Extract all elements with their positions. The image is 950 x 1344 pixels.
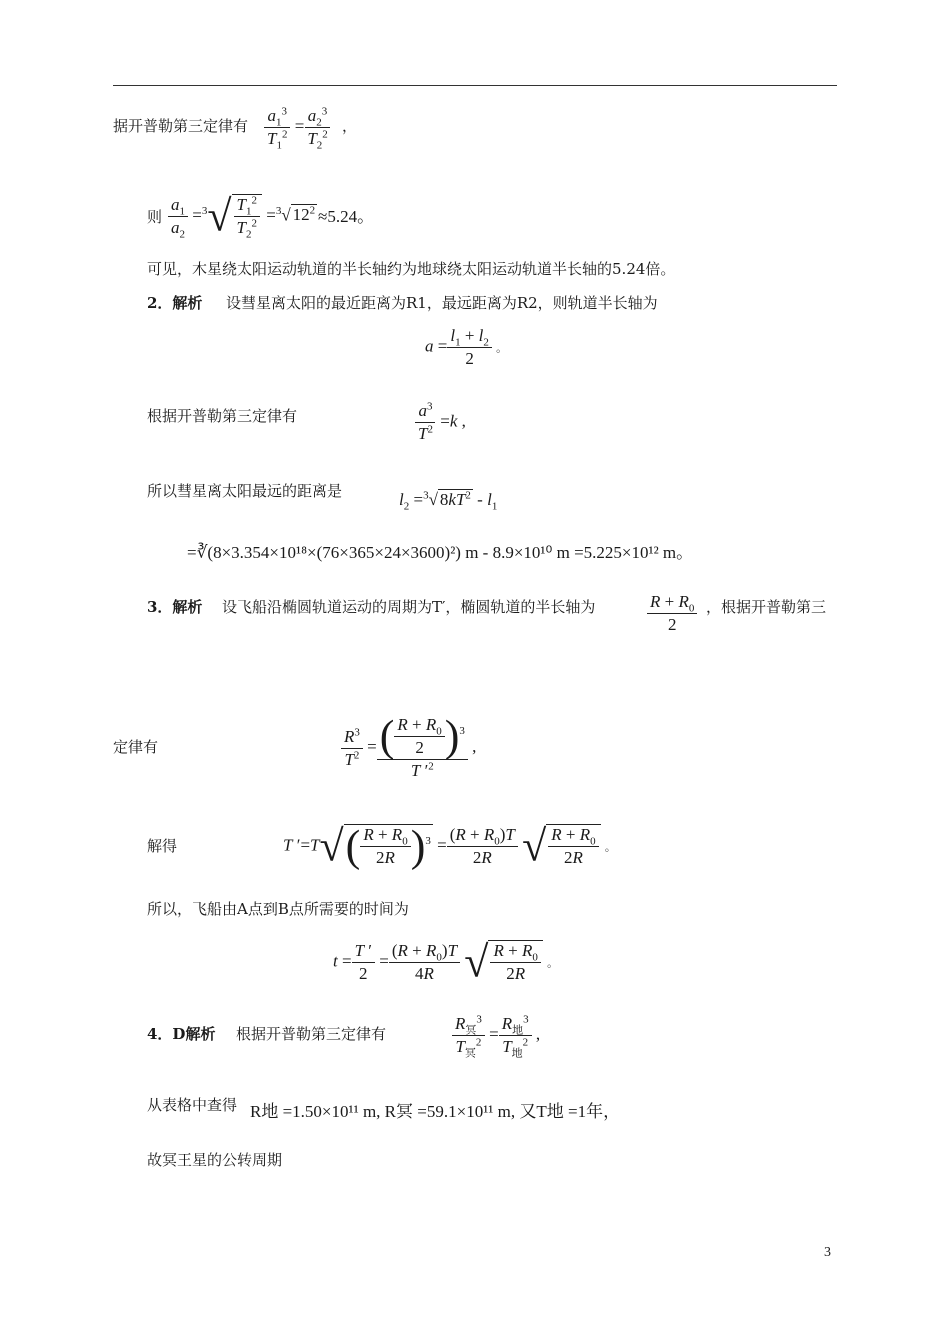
kepler-law-intro: 据开普勒第三定律有 [113, 117, 249, 135]
q4-table-text: 从表格中查得 [147, 1096, 238, 1114]
kepler-ratio-formula: $\frac{a_1^3}{T_1^2}$ = $\frac{a_2^3}{T_2^2}$ [264, 106, 331, 149]
jupiter-conclusion: 可见，木星绕太阳运动轨道的半长轴约为地球绕太阳运动轨道半长轴的5.24倍。 [147, 260, 676, 278]
semi-major-axis-formula: a = $\frac{l_1 + l_2}{2}$ 。 [425, 326, 508, 368]
q2-law-text: 根据开普勒第三定律有 [147, 407, 298, 425]
header-rule [113, 85, 837, 86]
q2-label: 2．解析 [147, 294, 203, 312]
comma: ， [342, 117, 358, 135]
q4-period-text: 故冥王星的公转周期 [147, 1151, 283, 1169]
q3-label: 3．解析 [147, 598, 203, 616]
q2-far-text: 所以彗星离太阳最远的距离是 [147, 482, 343, 500]
pluto-earth-formula: $\frac{R_冥^3}{T_冥^2}$ = $\frac{R_地^3}{T_地^2}$ , [452, 1014, 540, 1057]
q3-text-tail: ，根据开普勒第三 [706, 598, 827, 616]
q4-text: 根据开普勒第三定律有 [236, 1025, 387, 1043]
q2-text: 设彗星离太阳的最近距离为R1，最远距离为R2，则轨道半长轴为 [226, 294, 658, 312]
period-relation-formula: $\frac{R^3}{T^2}$ = ( $\frac{R + R_0}{2}$ )$^3$ T $'^2$ , [341, 715, 476, 781]
then-label: 则 [147, 208, 163, 226]
q3-law-cont: 定律有 [113, 738, 159, 756]
far-distance-calculation: =∛(8×3.354×10¹⁸×(76×365×24×3600)²) m - 8.9×10¹⁰ m =5.225×10¹² m。 [187, 543, 694, 562]
q3-text: 设飞船沿椭圆轨道运动的周期为T′，椭圆轨道的半长轴为 [222, 598, 596, 616]
axis-ratio-formula: $\frac{a_1}{a_2}$ =$^3$√ $\frac{T_1^2}{T_2^2}$ =$^3$√ $12^2$ [168, 194, 317, 238]
q3-time-text: 所以，飞船由A点到B点所需要的时间为 [147, 900, 409, 918]
q3-solve-label: 解得 [147, 837, 178, 855]
ratio-result: ≈5.24。 [318, 207, 375, 226]
far-distance-formula: $l_2 =^3√$ $8kT^2 - l_1$ [399, 489, 498, 513]
half-sum-formula: $\frac{R + R_0}{2}$ [647, 592, 697, 635]
orbit-values: R地 =1.50×10¹¹ m, R冥 =59.1×10¹¹ m, 又T地 =1年， [250, 1102, 621, 1121]
q4-label: 4．D解析 [147, 1025, 216, 1043]
kepler-constant-formula: $\frac{a^3}{T^2}$ =k , [415, 401, 466, 444]
page-number: 3 [824, 1245, 831, 1260]
travel-time-formula: t = $\frac{T '}{2}$ = $\frac{(R + R_0)T}{4R}$ √ $\frac{R + R_0}{2R}$ 。 [333, 937, 559, 987]
period-solution-formula: T ′=T√( $\frac{R + R_0}{2R}$ )$^3$ = $\frac{(R + R_0)T}{2R}$ √ $\frac{R + R_0}{2R}$ 。 [283, 821, 616, 871]
